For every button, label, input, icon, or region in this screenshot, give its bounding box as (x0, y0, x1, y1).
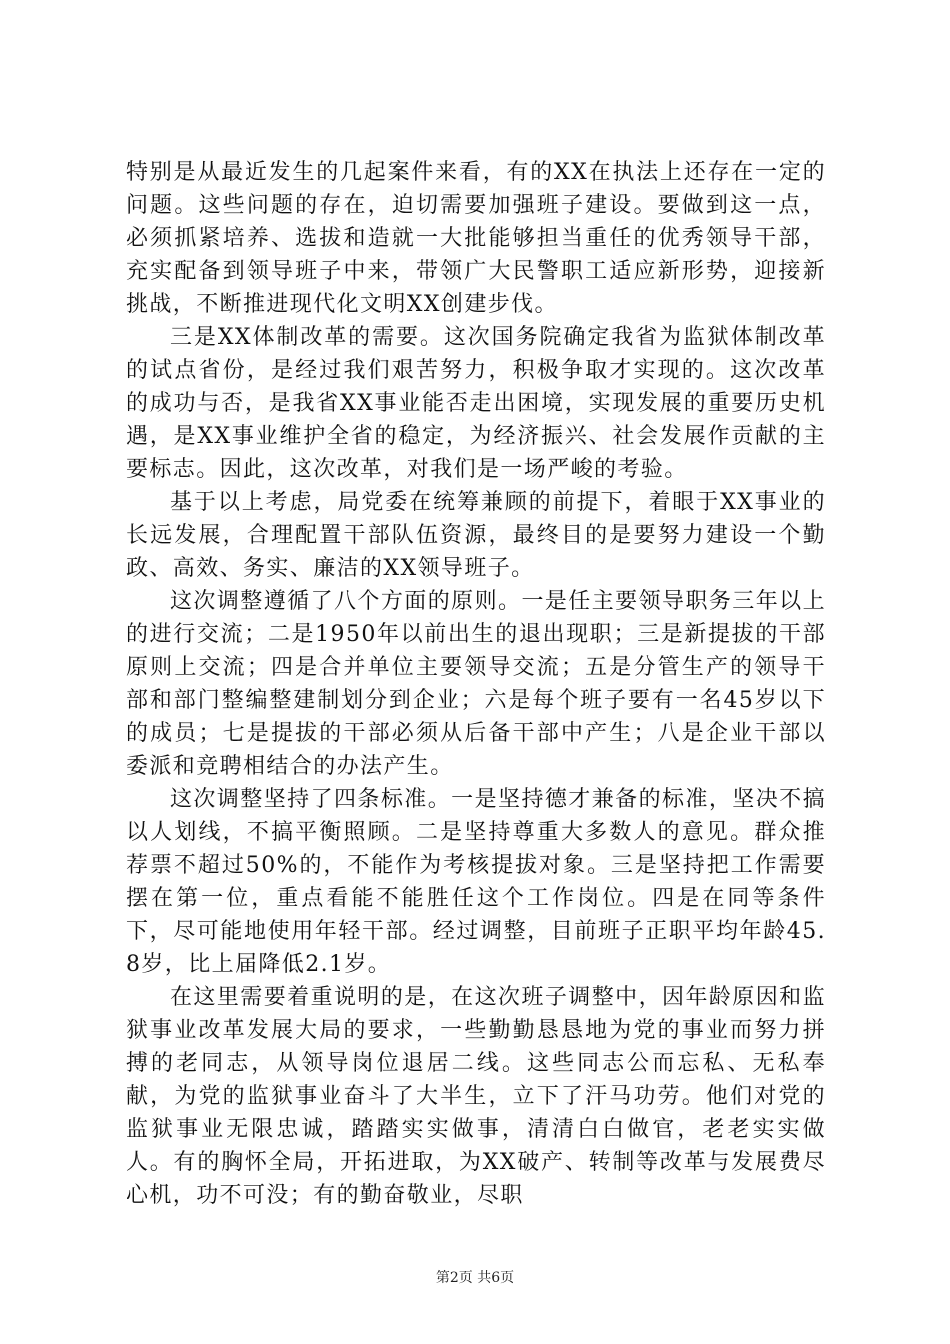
paragraph-6: 在这里需要着重说明的是，在这次班子调整中，因年龄原因和监狱事业改革发展大局的要求，一些勤勤恳恳地为党的事业而努力拼搏的老同志，从领导岗位退居二线。这些同志公而忘私、无私奉献，为党的监狱事业奋斗了大半生，立下了汗马功劳。他们对党的监狱事业无限忠诚，踏踏实实做事，清清白白做官，老老实实做人。有的胸怀全局，开拓进取，为XX破产、转制等改革与发展费尽心机，功不可没；有的勤奋敬业，尽职 (126, 985, 826, 1208)
page-number-footer: 第2页 共6页 (435, 1270, 515, 1286)
document-body (126, 156, 826, 1212)
paragraph-5: 这次调整坚持了四条标准。一是坚持德才兼备的标准，坚决不搞以人划线，不搞平衡照顾。二是坚持尊重大多数人的意见。群众推荐票不超过50%的，不能作为考核提拔对象。三是坚持把工作需要摆在第一位，重点看能不能胜任这个工作岗位。四是在同等条件下，尽可能地使用年轻干部。经过调整，目前班子正职平均年龄45.8岁，比上届降低2.1岁。 (126, 787, 826, 977)
paragraph-4: 这次调整遵循了八个方面的原则。一是任主要领导职务三年以上的进行交流；二是1950年以前出生的退出现职；三是新提拔的干部原则上交流；四是合并单位主要领导交流；五是分管生产的领导干部和部门整编整建制划分到企业；六是每个班子要有一名45岁以下的成员；七是提拔的干部必须从后备干部中产生；八是企业干部以委派和竞聘相结合的办法产生。 (126, 589, 826, 779)
paragraph-2: 三是XX体制改革的需要。这次国务院确定我省为监狱体制改革的试点省份，是经过我们艰苦努力，积极争取才实现的。这次改革的成功与否，是我省XX事业能否走出困境，实现发展的重要历史机遇，是XX事业维护全省的稳定，为经济振兴、社会发展作贡献的主要标志。因此，这次改革，对我们是一场严峻的考验。 (126, 325, 826, 482)
paragraph-3: 基于以上考虑，局党委在统筹兼顾的前提下，着眼于XX事业的长远发展，合理配置干部队伍资源，最终目的是要努力建设一个勤政、高效、务实、廉洁的XX领导班子。 (126, 490, 826, 581)
paragraph-1: 特别是从最近发生的几起案件来看，有的XX在执法上还存在一定的问题。这些问题的存在，迫切需要加强班子建设。要做到这一点，必须抓紧培养、选拔和造就一大批能够担当重任的优秀领导干部，充实配备到领导班子中来，带领广大民警职工适应新形势，迎接新挑战，不断推进现代化文明XX创建步伐。 (126, 160, 826, 317)
